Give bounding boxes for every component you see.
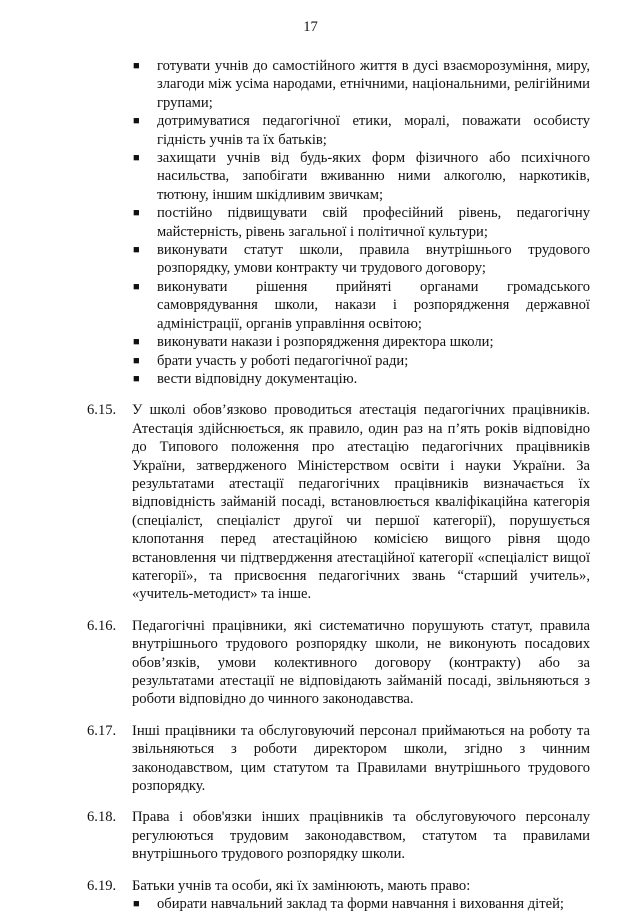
bullet-item xyxy=(133,278,590,333)
section-text: Батьки учнів та особи, які їх замінюють, мають право: xyxy=(132,877,471,894)
section-number: 6.18. xyxy=(87,809,117,826)
bullet-text: обирати навчальний заклад та форми навчання і виховання дітей; xyxy=(157,896,564,913)
bullet-icon: ■ xyxy=(133,372,140,385)
bullet-icon: ■ xyxy=(133,207,140,220)
section-number: 6.19. xyxy=(87,877,117,894)
section-text: Педагогічні працівники, які систематично порушують статут, правила внутрішнього трудового розпорядку школи, не виконують посадових обов’язків, умови колективного договору (контракту) або за результатами атестації не відповідають займаній посаді, звільняються з роботи відповідно до чинного законодавства. xyxy=(132,617,590,708)
bullet-icon: ■ xyxy=(133,280,140,293)
bullet-item xyxy=(133,241,590,278)
bullet-text: захищати учнів від будь-яких форм фізичного або психічного насильства, запобігати вживанню ними алкоголю, наркотиків, тютюну, іншим шкідливим звичкам; xyxy=(157,150,590,203)
bullet-text: брати участь у роботі педагогічної ради; xyxy=(157,352,409,369)
section-6-19 xyxy=(0,877,621,913)
section-number: 6.17. xyxy=(87,722,117,739)
bullet-item xyxy=(133,112,590,149)
section-number: 6.16. xyxy=(87,617,117,634)
bullet-icon: ■ xyxy=(133,115,140,128)
section-number: 6.15. xyxy=(87,402,117,419)
bullet-icon: ■ xyxy=(133,244,140,257)
section-text: Інші працівники та обслуговуючий персонал приймаються на роботу та звільняються з роботи директором школи, згідно з чинним законодавством, цим статутом та Правилами внутрішнього трудового розпорядку. xyxy=(132,722,590,795)
section-6-15 xyxy=(0,401,621,603)
page-number: 17 xyxy=(303,19,318,35)
bullet-item xyxy=(133,352,590,370)
bullet-text: вести відповідну документацію. xyxy=(157,370,358,387)
bullet-text: постійно підвищувати свій професійний рівень, педагогічну майстерність, рівень загальної і політичної культури; xyxy=(157,205,590,240)
bullet-icon: ■ xyxy=(133,354,140,367)
bullet-icon: ■ xyxy=(133,152,140,165)
section-text: У школі обов’язково проводиться атестація педагогічних працівників. Атестація здійснюється, як правило, один раз на п’ять років відповідно до Типового положення про атестацію педагогічних працівників України, затвердженого Міністерством освіти і науки України. За результатами атестації педагогічних працівників визначається їх відповідність займаній посаді, встановлюється кваліфікаційна категорія (спеціаліст, спеціаліст другої чи першої категорії), порушується клопотання перед атестаційною комісією вищого рівня щодо встановлення чи підтвердження атестаційної категорії «спеціаліст вищої категорії», та присвоєння педагогічних звань “старший учитель», «учитель-методист» та інше. xyxy=(132,402,590,603)
bullet-text: виконувати статут школи, правила внутрішнього трудового розпорядку, умови контракту чи трудового договору; xyxy=(157,242,590,277)
bullet-icon: ■ xyxy=(133,336,140,349)
section-text: Права і обов'язки інших працівників та обслуговуючого персоналу регулюються трудовим законодавством, статутом та правилами внутрішнього трудового розпорядку школи. xyxy=(132,809,590,863)
bullet-item xyxy=(133,370,590,388)
bullet-item xyxy=(133,57,590,112)
bullet-icon: ■ xyxy=(133,898,140,911)
section-6-18 xyxy=(0,808,621,863)
bullet-item xyxy=(133,333,590,351)
bullet-item xyxy=(133,895,590,913)
bullet-item xyxy=(133,149,590,204)
page-content xyxy=(0,57,621,913)
section-6-17 xyxy=(0,722,621,796)
bullet-icon: ■ xyxy=(133,60,140,72)
bullet-text: готувати учнів до самостійного життя в дусі взаєморозуміння, миру, злагоди між усіма народами, етнічними, національними, релігійними групами; xyxy=(157,58,590,111)
parents-rights-bullet-list xyxy=(0,895,621,913)
bullet-text: дотримуватися педагогічної етики, моралі, поважати особисту гідність учнів та їх батьків; xyxy=(157,113,590,148)
bullet-text: виконувати рішення прийняті органами громадського самоврядування школи, накази і розпорядження державної адміністрації, органів управління освітою; xyxy=(157,278,590,332)
duties-bullet-list xyxy=(0,57,621,388)
bullet-text: виконувати накази і розпорядження директора школи; xyxy=(157,334,494,351)
section-6-16 xyxy=(0,617,621,709)
bullet-item xyxy=(133,204,590,241)
